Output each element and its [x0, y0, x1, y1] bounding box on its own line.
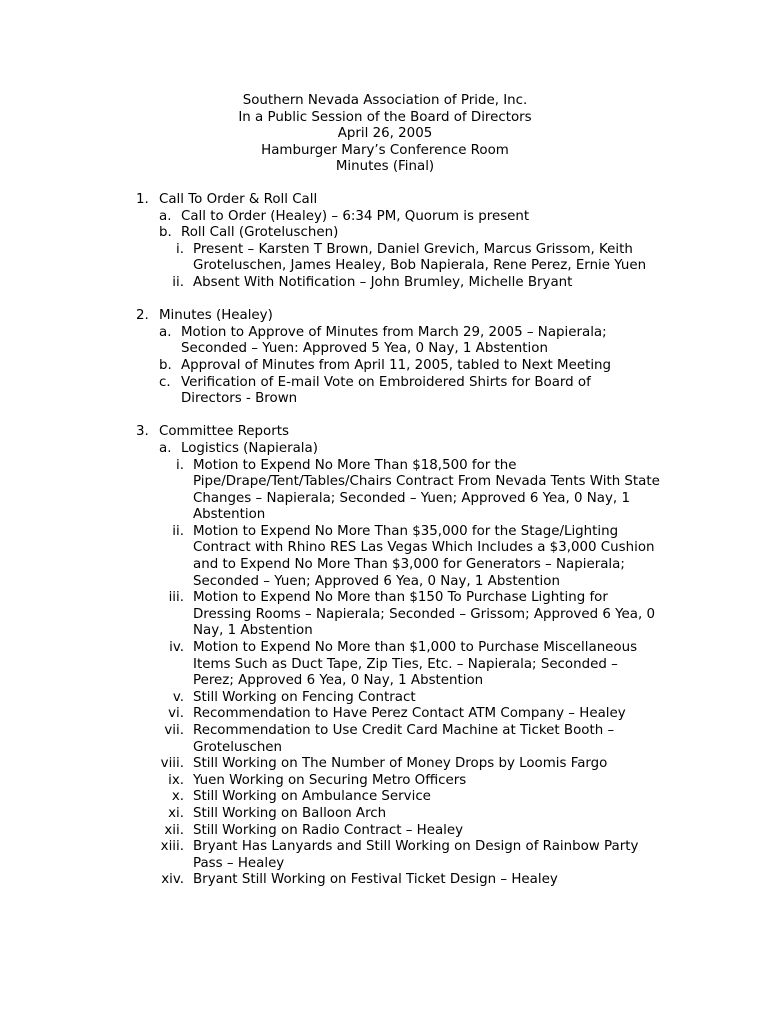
- agenda-subitem-number: ii.: [172, 274, 184, 290]
- agenda-subitem-number: iii.: [168, 590, 184, 606]
- agenda-subitem: [0, 773, 770, 790]
- agenda-subitem-number: ix.: [168, 772, 184, 788]
- agenda-subitem-text: Bryant Still Working on Festival Ticket Design – Healey: [193, 872, 558, 888]
- agenda-item-text: Call to Order (Healey) – 6:34 PM, Quorum is present: [181, 208, 530, 224]
- agenda-item: [0, 225, 770, 242]
- agenda-item-number: a.: [159, 208, 172, 224]
- meeting-location: Hamburger Mary’s Conference Room: [261, 142, 509, 158]
- section-heading-text: Committee Reports: [159, 424, 289, 440]
- agenda-subitem: [0, 872, 770, 889]
- agenda-subitem-number: xiv.: [161, 872, 184, 888]
- agenda-subitem-number: vii.: [164, 723, 184, 738]
- agenda-subitem-text: Yuen Working on Securing Metro Officers: [193, 772, 467, 788]
- agenda-subitem-number: xi.: [168, 805, 184, 821]
- section-heading-number: 1.: [136, 192, 149, 207]
- agenda-item-text: Logistics (Napierala): [181, 440, 318, 456]
- org-name: Southern Nevada Association of Pride, Inc.: [242, 93, 528, 108]
- agenda-subitem-text: Present – Karsten T Brown, Daniel Grevich, Marcus Grissom, Keith Groteluschen, James Healey, Bob Napierala, Rene Perez, Ernie Yuen: [193, 241, 647, 274]
- agenda-item: [0, 441, 770, 458]
- meeting-date: April 26, 2005: [337, 126, 433, 142]
- agenda-item-text: Approval of Minutes from April 11, 2005, tabled to Next Meeting: [181, 357, 612, 373]
- agenda-subitem-text: Still Working on Radio Contract – Healey: [193, 822, 464, 838]
- agenda-subitem-number: xii.: [164, 822, 184, 838]
- agenda-item-number: a.: [159, 324, 172, 340]
- document-status: Minutes (Final): [335, 159, 435, 175]
- agenda-subitem-text: Motion to Expend No More Than $35,000 for the Stage/Lighting Contract with Rhino RES Las Vegas Which Includes a $3,000 Cushion and to Expend No More Than $3,000 for Generators – Napierala; Seconded – Yuen; Approved 6 Yea, 0 Nay, 1 Abstention: [193, 523, 655, 589]
- agenda-subitem-text: Recommendation to Have Perez Contact ATM Company – Healey: [193, 706, 626, 722]
- agenda-subitem-text: Still Working on The Number of Money Drops by Loomis Fargo: [193, 756, 608, 772]
- agenda-item: [0, 358, 770, 375]
- agenda-subitem: [0, 806, 770, 823]
- agenda-subitem: [0, 275, 770, 292]
- agenda-item-number: b.: [159, 357, 172, 373]
- agenda-subitem: [0, 789, 770, 806]
- agenda-subitem-text: Motion to Expend No More Than $18,500 for the Pipe/Drape/Tent/Tables/Chairs Contract From Nevada Tents With State Changes – Napierala; Seconded – Yuen; Approved 6 Yea, 0 Nay, 1 Abstention: [193, 457, 660, 523]
- document-header: [0, 93, 770, 176]
- agenda-subitem-number: ii.: [172, 523, 184, 539]
- agenda-subitem-text: Recommendation to Use Credit Card Machine at Ticket Booth – Groteluschen: [193, 723, 615, 755]
- agenda-subitem: [0, 640, 770, 690]
- section-heading: [0, 424, 770, 441]
- agenda-item-number: a.: [159, 440, 172, 456]
- agenda-section: [0, 308, 770, 408]
- agenda-subitem: [0, 242, 770, 275]
- agenda-subitem-text: Still Working on Fencing Contract: [193, 689, 416, 705]
- agenda-subitem-text: Motion to Expend No More than $150 To Purchase Lighting for Dressing Rooms – Napierala; Seconded – Grissom; Approved 6 Yea, 0 Nay, 1 Abstention: [193, 590, 656, 639]
- agenda-subitem-number: viii.: [160, 756, 184, 772]
- section-heading: [0, 308, 770, 325]
- session-title: In a Public Session of the Board of Directors: [238, 109, 532, 125]
- agenda-subitem-number: iv.: [169, 640, 184, 656]
- agenda-subitem-text: Motion to Expend No More than $1,000 to Purchase Miscellaneous Items Such as Duct Tape, Zip Ties, Etc. – Napierala; Seconded – Perez; Approved 6 Yea, 0 Nay, 1 Abstention: [193, 640, 638, 689]
- agenda-subitem: [0, 706, 770, 723]
- section-heading-number: 2.: [136, 308, 149, 324]
- agenda-subitem-number: vi.: [168, 706, 184, 722]
- agenda-subitem-number: x.: [171, 789, 184, 805]
- section-heading-text: Call To Order & Roll Call: [159, 192, 318, 207]
- agenda-item: [0, 325, 770, 358]
- agenda-subitem: [0, 756, 770, 773]
- agenda-subitem: [0, 823, 770, 840]
- agenda-subitem: [0, 839, 770, 872]
- agenda-subitem-number: i.: [176, 241, 184, 257]
- agenda-subitem-number: v.: [172, 689, 184, 705]
- agenda-subitem-text: Still Working on Ambulance Service: [193, 789, 431, 805]
- agenda-subitem-number: i.: [176, 457, 184, 473]
- agenda-subitem: [0, 723, 770, 756]
- agenda-item: [0, 375, 770, 408]
- agenda-item: [0, 209, 770, 226]
- agenda-item-number: c.: [159, 374, 171, 390]
- agenda-item-number: b.: [159, 225, 172, 241]
- agenda-section: [0, 192, 770, 292]
- agenda-subitem: [0, 458, 770, 524]
- agenda-subitem: [0, 590, 770, 640]
- section-heading-number: 3.: [136, 424, 149, 440]
- agenda-item-text: Roll Call (Groteluschen): [181, 225, 339, 241]
- section-heading-text: Minutes (Healey): [159, 308, 273, 324]
- agenda-subitem-text: Bryant Has Lanyards and Still Working on Design of Rainbow Party Pass – Healey: [193, 839, 639, 871]
- agenda-subitem-text: Absent With Notification – John Brumley, Michelle Bryant: [193, 274, 573, 290]
- minutes-body: [0, 192, 770, 906]
- agenda-section: [0, 424, 770, 889]
- agenda-subitem: [0, 524, 770, 590]
- agenda-item-text: Motion to Approve of Minutes from March 29, 2005 – Napierala; Seconded – Yuen: Approved 5 Yea, 0 Nay, 1 Abstention: [181, 324, 607, 357]
- section-heading: [0, 192, 770, 209]
- agenda-subitem-text: Still Working on Balloon Arch: [193, 805, 387, 821]
- agenda-subitem-number: xiii.: [160, 839, 184, 855]
- agenda-item-text: Verification of E-mail Vote on Embroidered Shirts for Board of Directors - Brown: [181, 374, 591, 407]
- agenda-subitem: [0, 690, 770, 707]
